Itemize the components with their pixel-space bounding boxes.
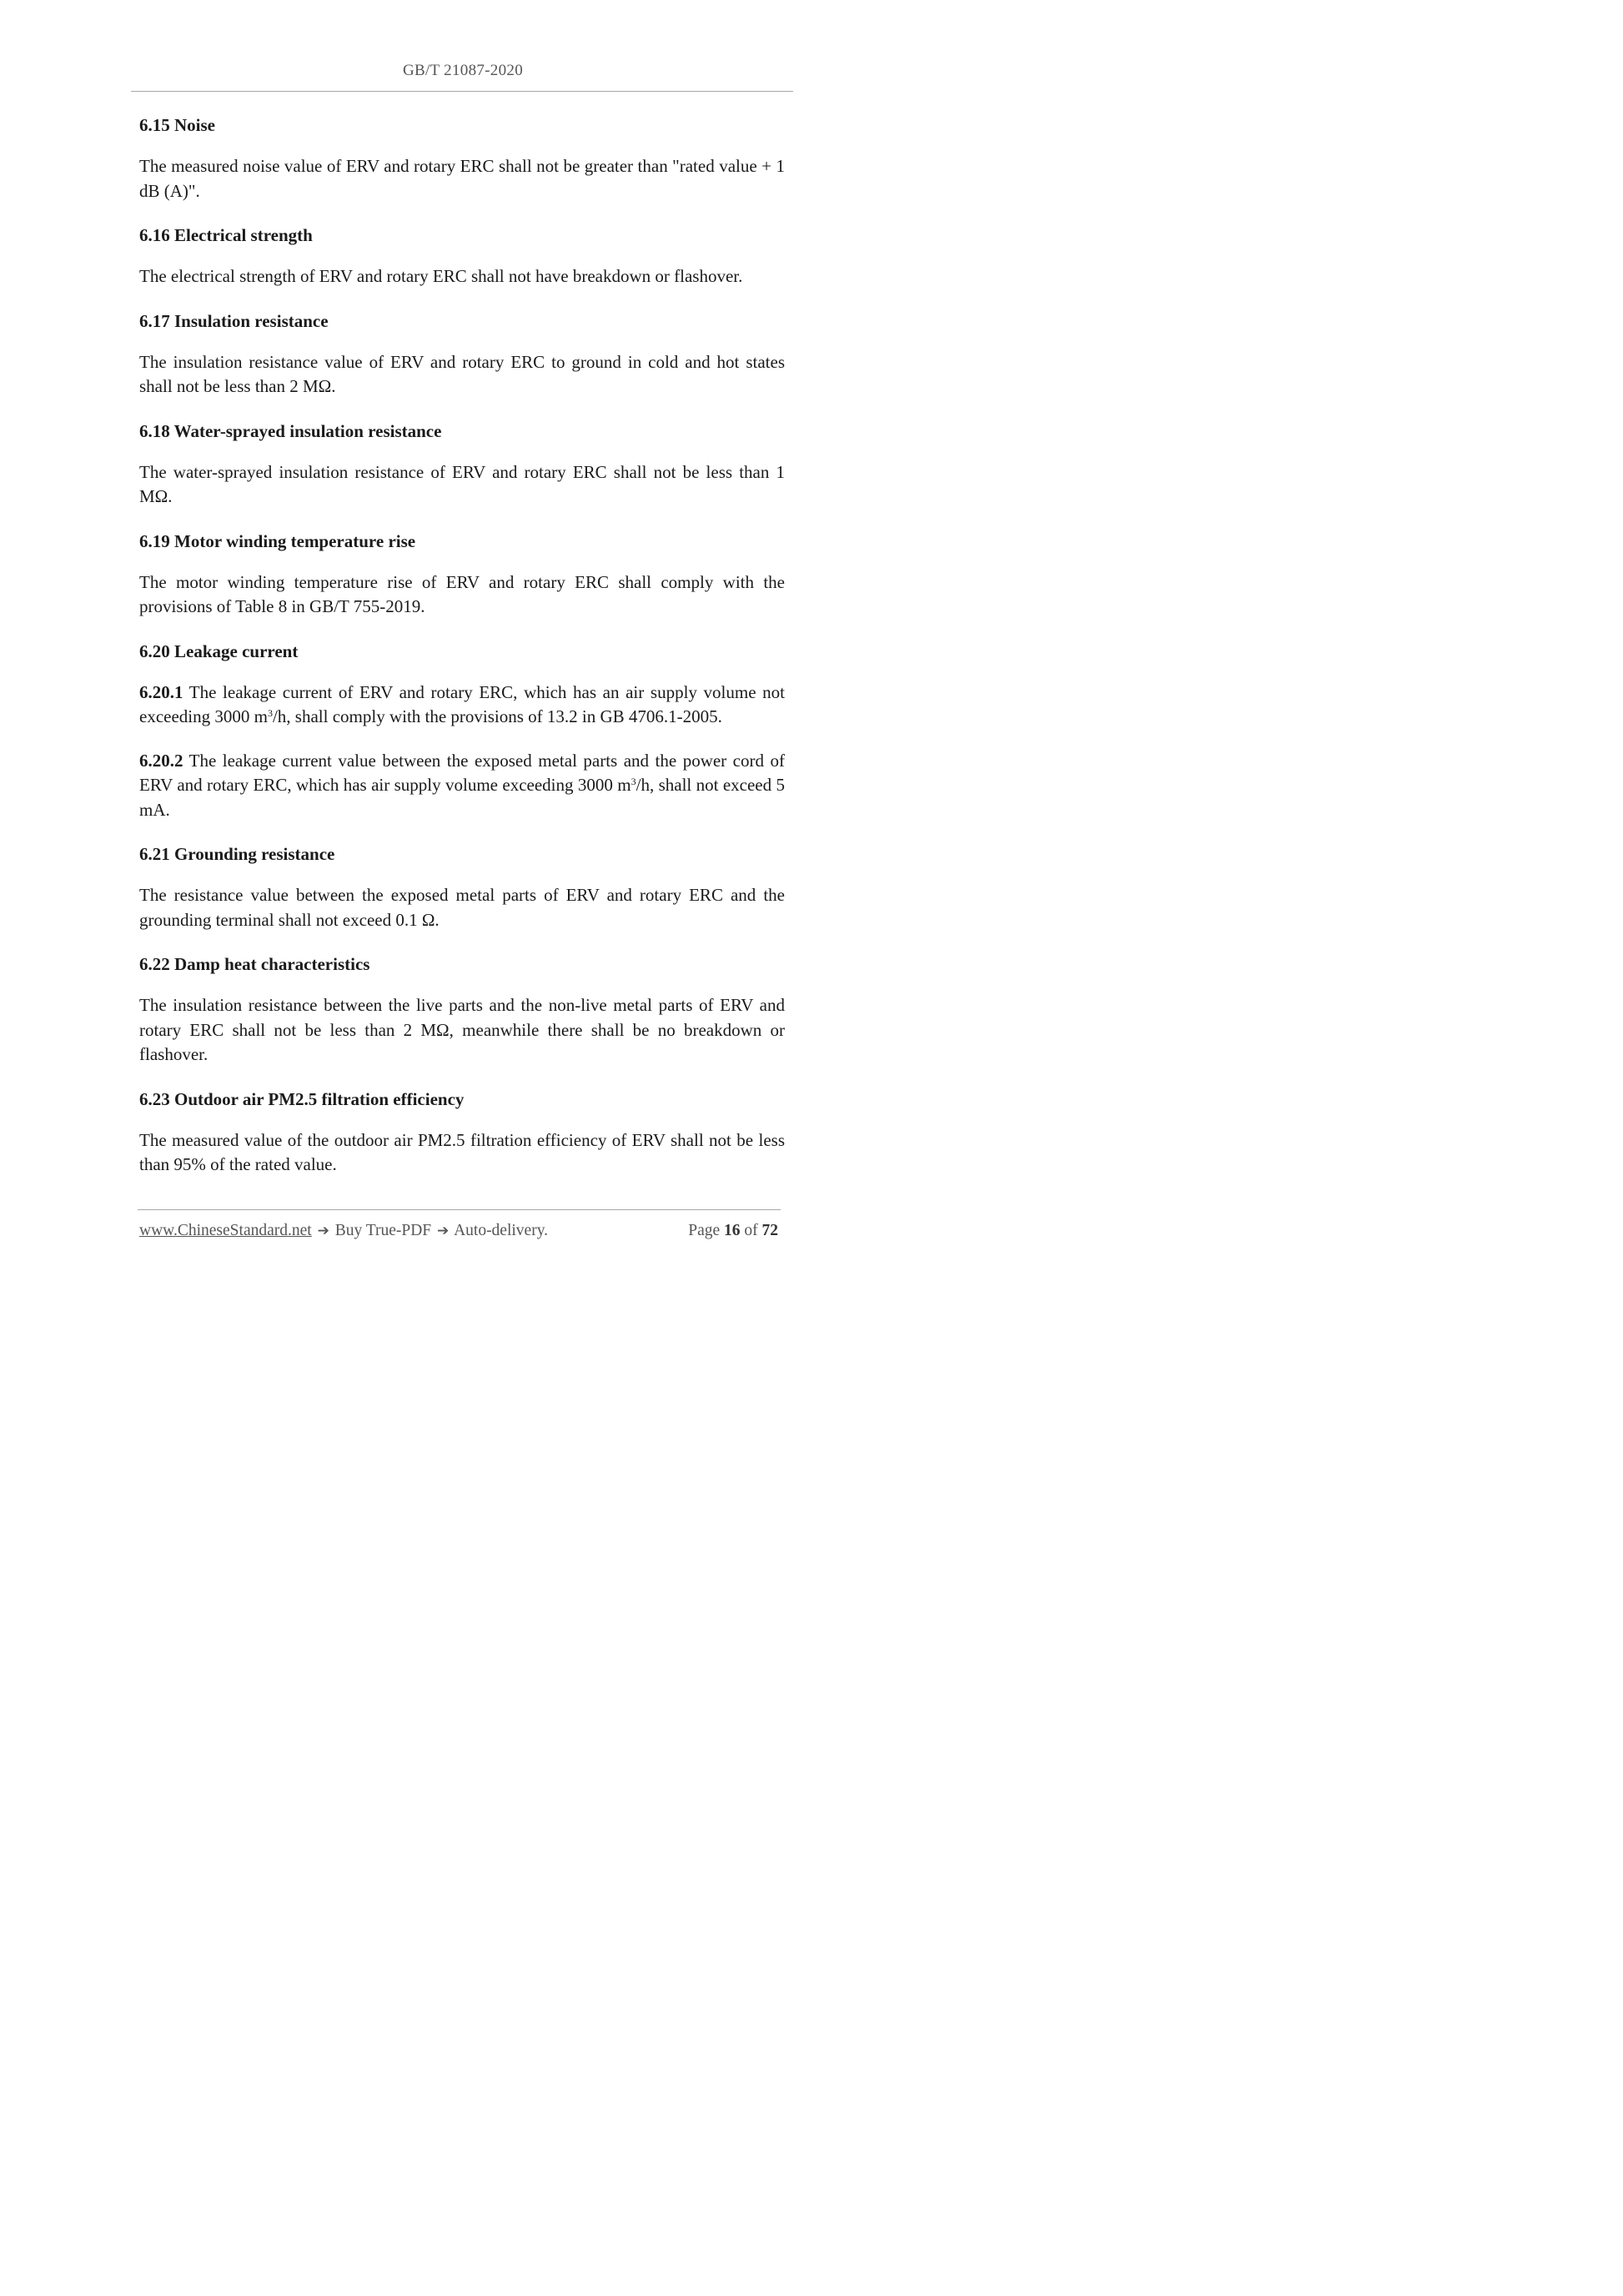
page-body xyxy=(139,113,785,1178)
section-heading-6-16: 6.16 Electrical strength xyxy=(139,225,313,245)
of-label: of xyxy=(744,1222,758,1239)
site-link[interactable]: www.ChineseStandard.net xyxy=(139,1222,312,1239)
document-page xyxy=(0,0,917,1297)
header-divider xyxy=(131,91,793,92)
section-text-6-16: The electrical strength of ERV and rotary ERC shall not have breakdown or flashover. xyxy=(139,266,743,286)
section-text-6-23: The measured value of the outdoor air PM2.5 filtration efficiency of ERV shall not be less than 95% of the rated value. xyxy=(139,1129,785,1174)
clause-text-tail: /h, shall comply with the provisions of 13.2 in GB 4706.1-2005. xyxy=(272,706,722,726)
clause-number: 6.20.2 xyxy=(139,750,183,771)
superscript: 3 xyxy=(631,776,636,787)
document-header-id: GB/T 21087-2020 xyxy=(402,62,523,79)
section-heading-6-22: 6.22 Damp heat characteristics xyxy=(139,954,370,974)
section-heading-6-19: 6.19 Motor winding temperature rise xyxy=(139,530,416,551)
section-text-6-21: The resistance value between the exposed metal parts of ERV and rotary ERC and the grounding terminal shall not exceed 0.1 Ω. xyxy=(139,885,785,930)
clause-6-20-2 xyxy=(139,749,785,823)
section-text-6-19: The motor winding temperature rise of ERV and rotary ERC shall comply with the provisions of Table 8 in GB/T 755-2019. xyxy=(139,571,785,616)
section-heading-6-15: 6.15 Noise xyxy=(139,115,215,135)
superscript: 3 xyxy=(267,707,273,719)
section-text-6-15: The measured noise value of ERV and rotary ERC shall not be greater than "rated value + 1 dB (A)". xyxy=(139,156,785,201)
section-heading-6-23: 6.23 Outdoor air PM2.5 filtration efficiency xyxy=(139,1088,465,1109)
section-heading-6-20: 6.20 Leakage current xyxy=(139,641,299,661)
right-arrow-icon: ➔ xyxy=(437,1223,450,1239)
footer-promo xyxy=(139,1222,548,1240)
section-heading-6-17: 6.17 Insulation resistance xyxy=(139,310,329,331)
section-heading-6-21: 6.21 Grounding resistance xyxy=(139,844,335,864)
section-text-6-17: The insulation resistance value of ERV and rotary ERC to ground in cold and hot states shall not be less than 2 MΩ. xyxy=(139,351,785,396)
clause-number: 6.20.1 xyxy=(139,681,183,702)
clause-text-tail: /h, shall not exceed 5 mA. xyxy=(139,775,785,820)
delivery-text: Auto-delivery. xyxy=(454,1222,549,1239)
page-number xyxy=(688,1222,778,1240)
section-heading-6-18: 6.18 Water-sprayed insulation resistance xyxy=(139,420,442,441)
section-text-6-22: The insulation resistance between the live parts and the non-live metal parts of ERV and rotary ERC shall not be less than 2 MΩ, meanwhile there shall be no breakdown or flashover. xyxy=(139,995,785,1064)
footer-divider xyxy=(138,1209,781,1210)
clause-6-20-1 xyxy=(139,681,785,730)
clause-text: The leakage current value between the exposed metal parts and the power cord of ERV and rotary ERC, which has air supply volume exceeding 3000 m xyxy=(139,750,785,795)
clause-text: The leakage current of ERV and rotary ERC, which has an air supply volume not exceeding 3000 m xyxy=(139,681,785,726)
total-pages: 72 xyxy=(761,1222,778,1239)
current-page: 16 xyxy=(724,1222,741,1239)
buy-text: Buy True-PDF xyxy=(334,1222,432,1239)
page-label: Page xyxy=(688,1222,721,1239)
section-text-6-18: The water-sprayed insulation resistance of ERV and rotary ERC shall not be less than 1 MΩ. xyxy=(139,461,785,506)
right-arrow-icon: ➔ xyxy=(317,1223,329,1239)
